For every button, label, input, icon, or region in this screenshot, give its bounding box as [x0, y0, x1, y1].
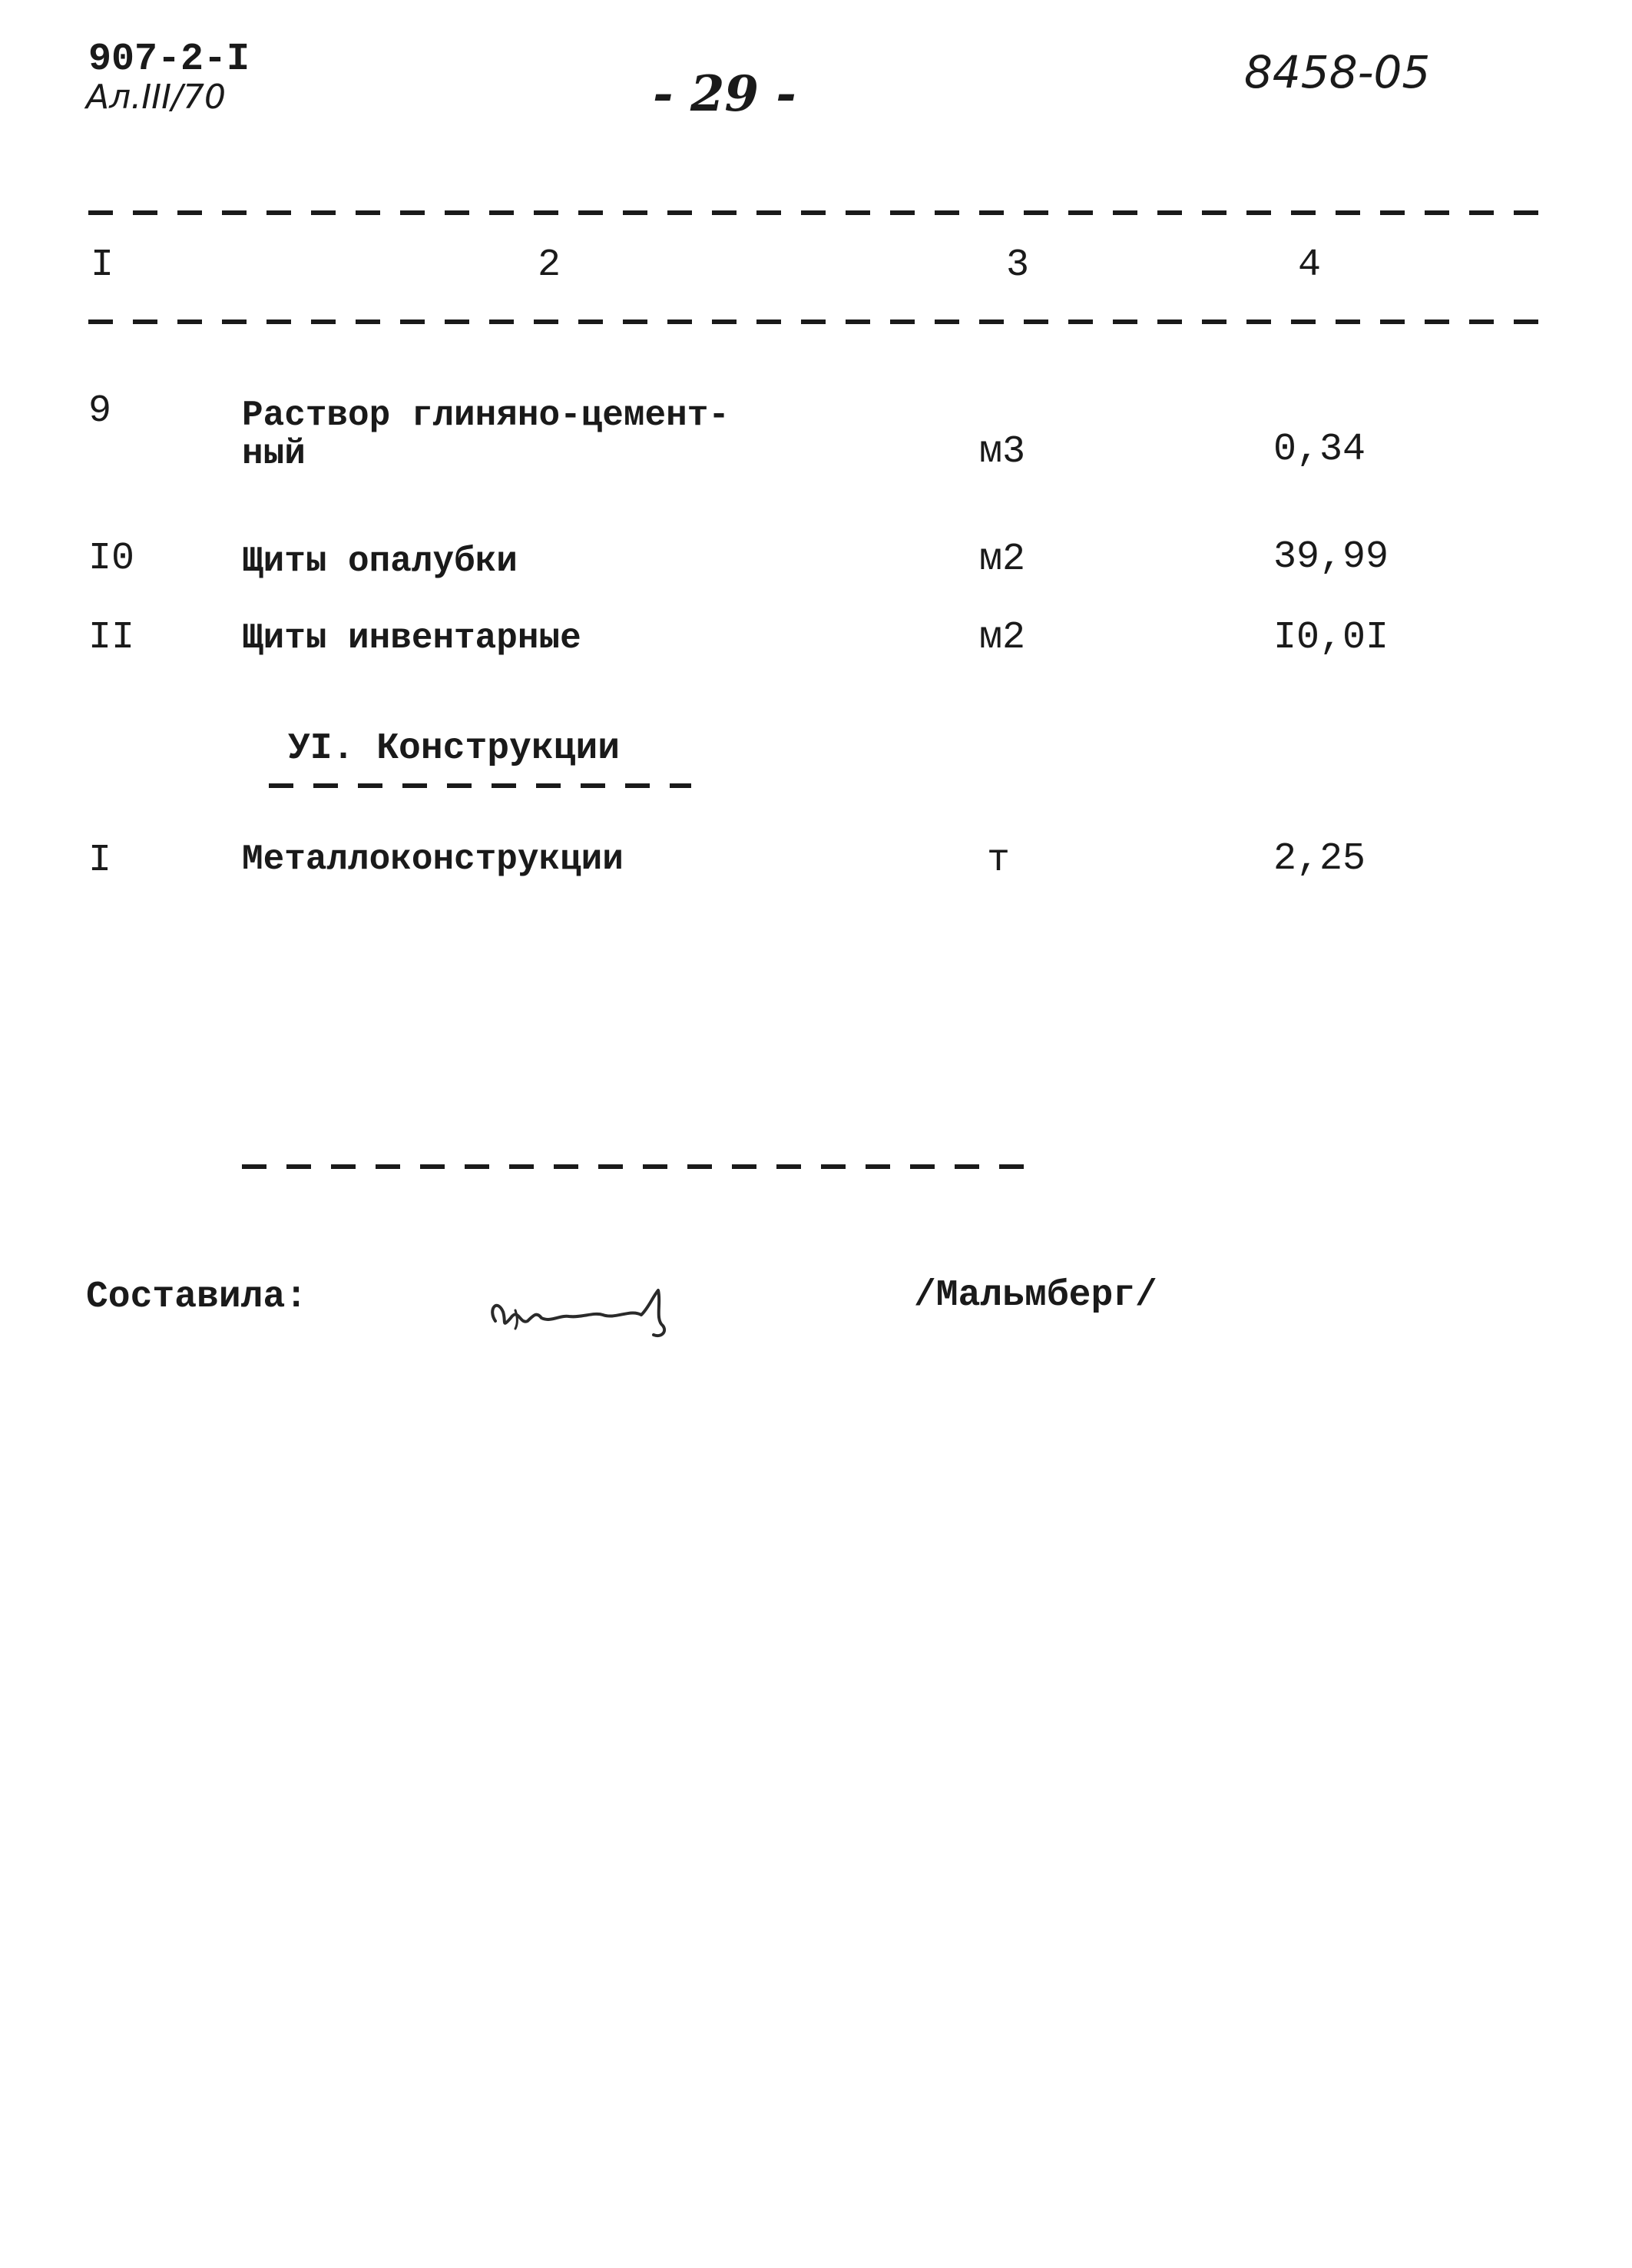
column-header-4: 4: [1298, 243, 1322, 287]
document-code: 907-2-I: [88, 38, 250, 81]
page-number: - 29 -: [653, 65, 796, 123]
row-quantity: I0,0I: [1273, 616, 1389, 660]
row-quantity: 39,99: [1273, 535, 1389, 579]
table-header-rule: [88, 320, 1540, 324]
closing-rule: [242, 1164, 1037, 1169]
row-name-line2: ный: [242, 434, 306, 474]
row-name-line1: Раствор глиняно-цемент-: [242, 396, 730, 435]
sheet-reference: Ал.III/70: [86, 78, 226, 117]
column-header-2: 2: [538, 243, 561, 287]
handwritten-signature: [480, 1267, 756, 1352]
row-quantity: 0,34: [1273, 428, 1366, 472]
row-number: 9: [88, 389, 112, 433]
row-unit: м3: [979, 430, 1026, 474]
row-number: II: [88, 616, 135, 660]
column-header-1: I: [91, 243, 114, 287]
row-unit: м2: [979, 538, 1026, 581]
row-unit: т: [987, 839, 1011, 882]
row-name: Металлоконструкции: [242, 839, 624, 879]
row-unit: м2: [979, 616, 1026, 660]
row-number: I: [88, 839, 112, 882]
compiler-name: /Мальмберг/: [914, 1275, 1157, 1316]
section-title: УI. Конструкции: [288, 728, 621, 770]
section-underline: [269, 783, 691, 788]
row-name: Щиты инвентарные: [242, 618, 581, 658]
table-top-rule: [88, 210, 1540, 215]
column-header-3: 3: [1006, 243, 1030, 287]
row-name: Щиты опалубки: [242, 541, 518, 581]
inventory-number: 8458-05: [1244, 46, 1431, 98]
row-quantity: 2,25: [1273, 837, 1366, 881]
row-number: I0: [88, 537, 135, 581]
compiled-by-label: Составила:: [86, 1276, 308, 1318]
